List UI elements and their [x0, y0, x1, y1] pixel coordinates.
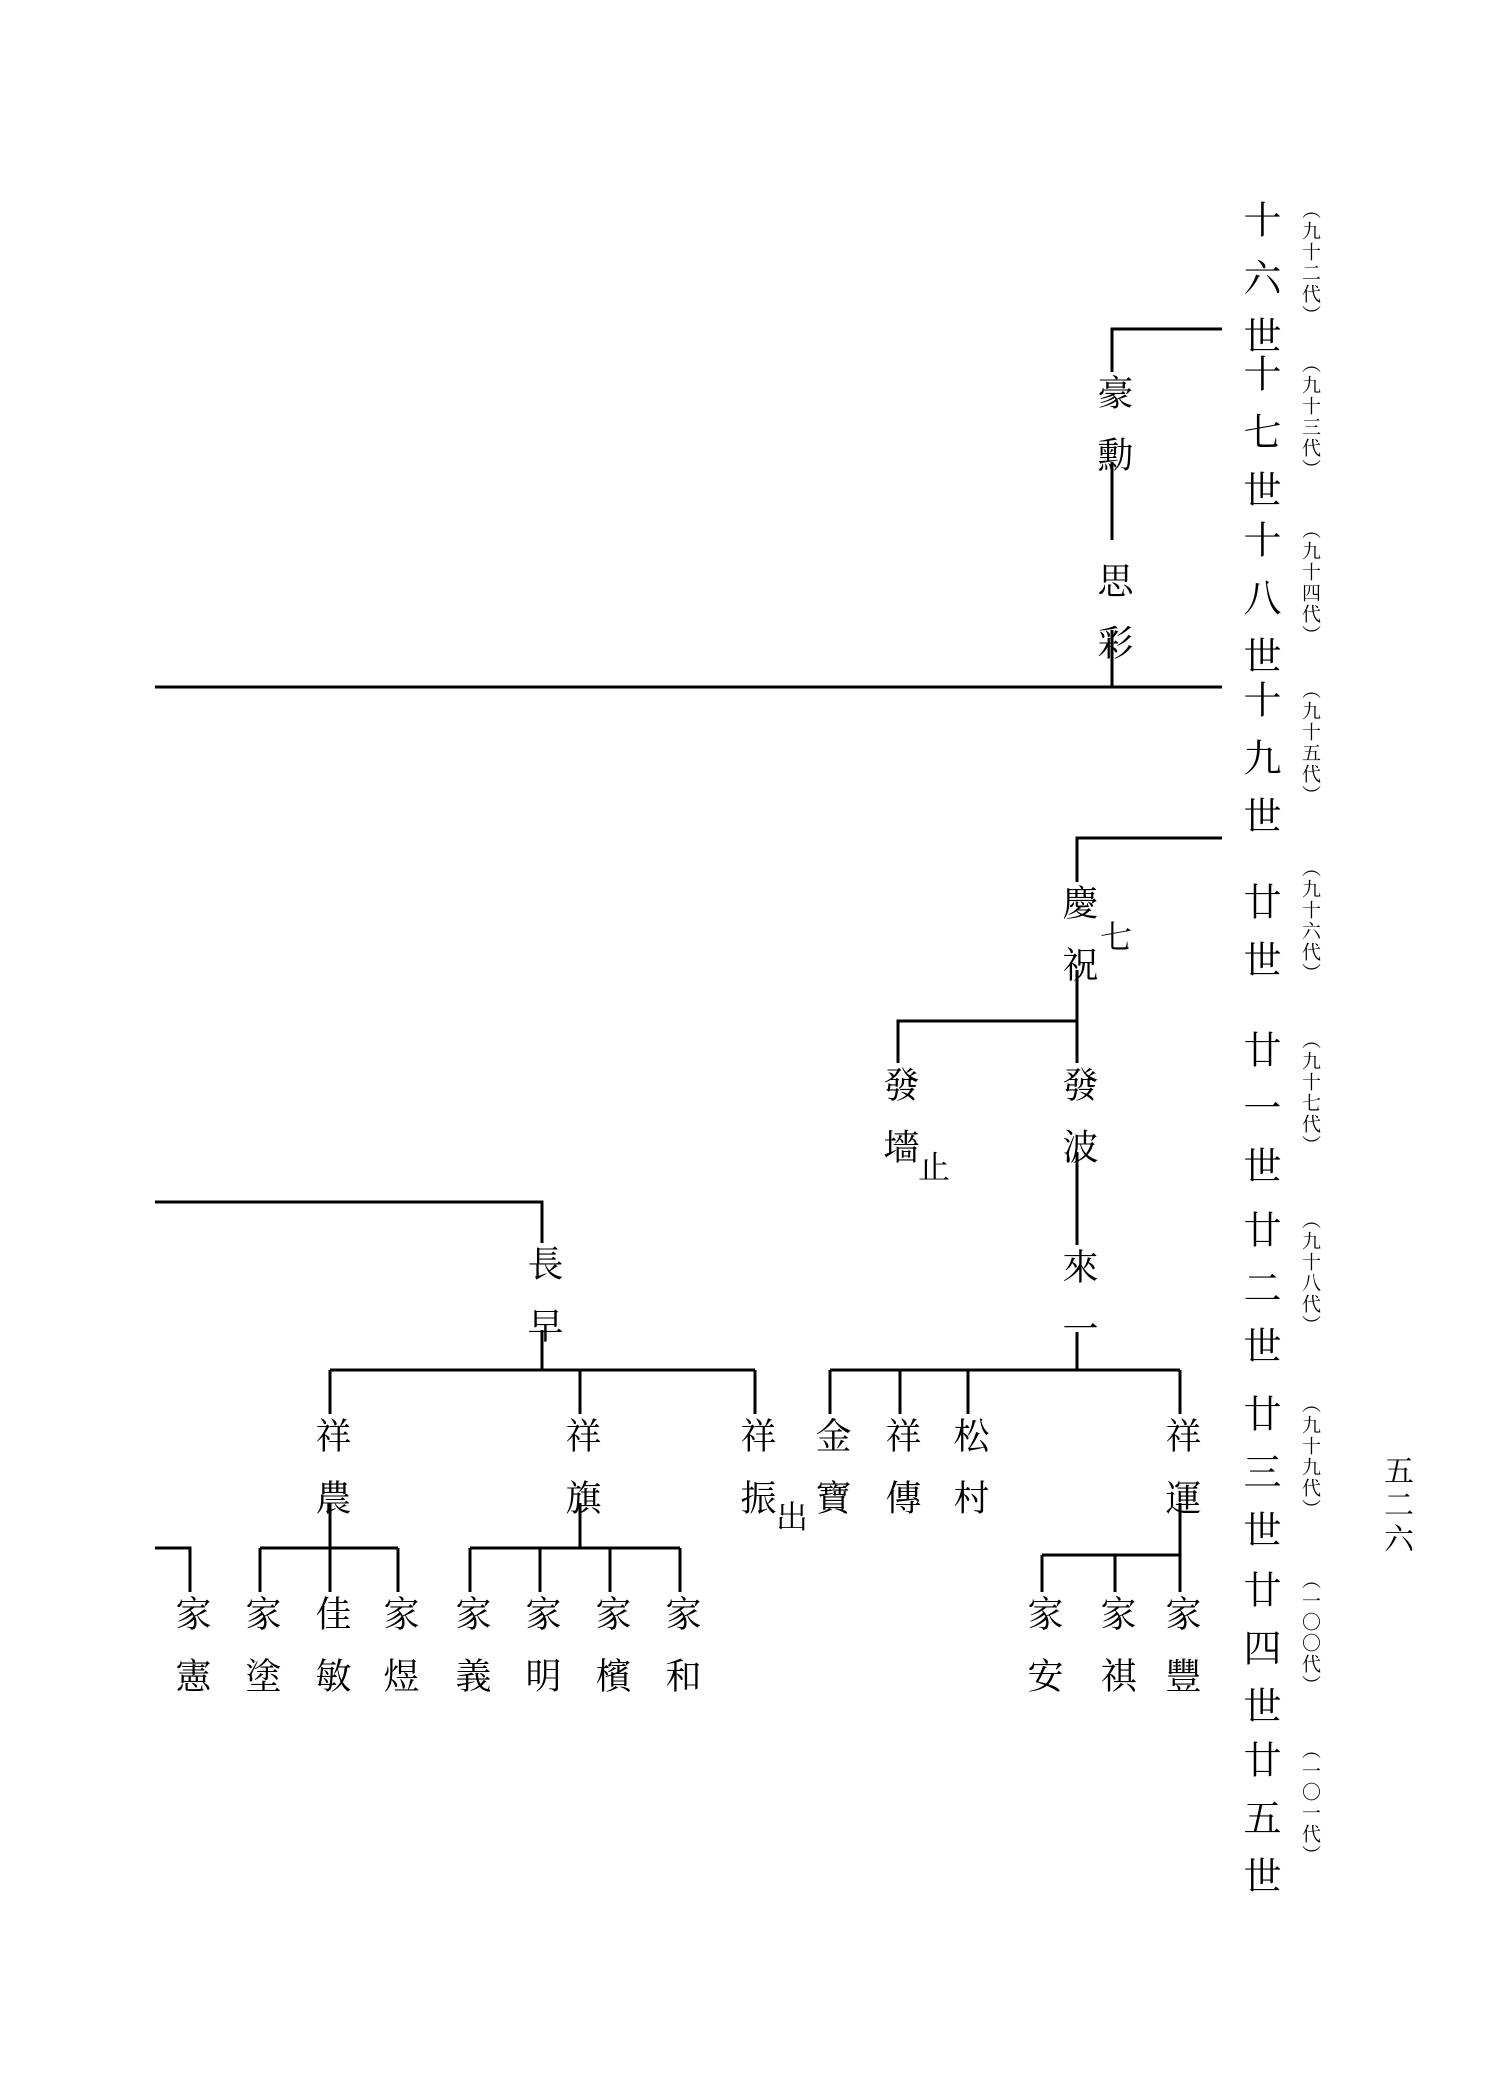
- dai-95: ︵九十五代︶: [1299, 680, 1321, 806]
- person-jiabin: 家檳: [590, 1595, 631, 1719]
- person-jiafeng: 家豐: [1160, 1595, 1201, 1719]
- generation-19: 十九世: [1237, 680, 1281, 854]
- generation-17: 十七世: [1237, 354, 1281, 528]
- generation-16: 十六世: [1237, 200, 1281, 374]
- person-qingzhu: 慶祝: [1057, 884, 1098, 1008]
- person-qingzhu-note: 七: [1095, 920, 1133, 952]
- dai-92: ︵九十二代︶: [1299, 200, 1321, 326]
- dai-99: ︵九十九代︶: [1299, 1394, 1321, 1520]
- person-xiangzhen-note: 出: [771, 1500, 809, 1532]
- person-jiaan: 家安: [1022, 1595, 1063, 1719]
- person-fabo: 發波: [1057, 1066, 1098, 1190]
- generation-18: 十八世: [1237, 520, 1281, 694]
- person-xiangchuan: 祥傳: [880, 1417, 921, 1541]
- generation-25: 廿五世: [1237, 1740, 1281, 1914]
- dai-93: ︵九十三代︶: [1299, 354, 1321, 480]
- person-jiatu: 家塗: [240, 1595, 281, 1719]
- person-jiahe: 家和: [660, 1595, 701, 1719]
- dai-96: ︵九十六代︶: [1299, 858, 1321, 984]
- generation-21: 廿一世: [1237, 1030, 1281, 1204]
- person-jinbao: 金寶: [810, 1417, 851, 1541]
- person-songcun: 松村: [948, 1417, 989, 1541]
- person-jiaxian: 家憲: [170, 1595, 211, 1719]
- person-xiangqi: 祥旗: [560, 1417, 601, 1541]
- generation-23: 廿三世: [1237, 1394, 1281, 1568]
- dai-94: ︵九十四代︶: [1299, 520, 1321, 646]
- person-laiyi: 來一: [1057, 1248, 1098, 1372]
- person-jiaqi: 家祺: [1095, 1595, 1136, 1719]
- page-number: 五二六: [1378, 1455, 1413, 1557]
- person-xiangnong: 祥農: [310, 1417, 351, 1541]
- person-jiaming: 家明: [520, 1595, 561, 1719]
- dai-100: ︵一〇〇代︶: [1299, 1570, 1321, 1696]
- person-jiayu: 家煜: [378, 1595, 419, 1719]
- person-jiayi: 家義: [450, 1595, 491, 1719]
- person-jiamin: 佳敏: [310, 1595, 351, 1719]
- person-xiangzhen: 祥振: [735, 1417, 776, 1541]
- person-haoxun: 豪勳: [1092, 374, 1133, 498]
- dai-97: ︵九十七代︶: [1299, 1030, 1321, 1156]
- dai-98: ︵九十八代︶: [1299, 1210, 1321, 1336]
- dai-101: ︵一〇一代︶: [1299, 1740, 1321, 1866]
- person-sicai: 思彩: [1092, 562, 1133, 686]
- person-faqiang-note: 止: [913, 1150, 951, 1182]
- person-changzao: 長早: [522, 1245, 563, 1369]
- generation-22: 廿二世: [1237, 1210, 1281, 1384]
- generation-24: 廿四世: [1237, 1570, 1281, 1744]
- person-xiangyun: 祥運: [1160, 1417, 1201, 1541]
- generation-20: 廿世: [1237, 882, 1281, 998]
- person-faqiang: 發墻: [878, 1066, 919, 1190]
